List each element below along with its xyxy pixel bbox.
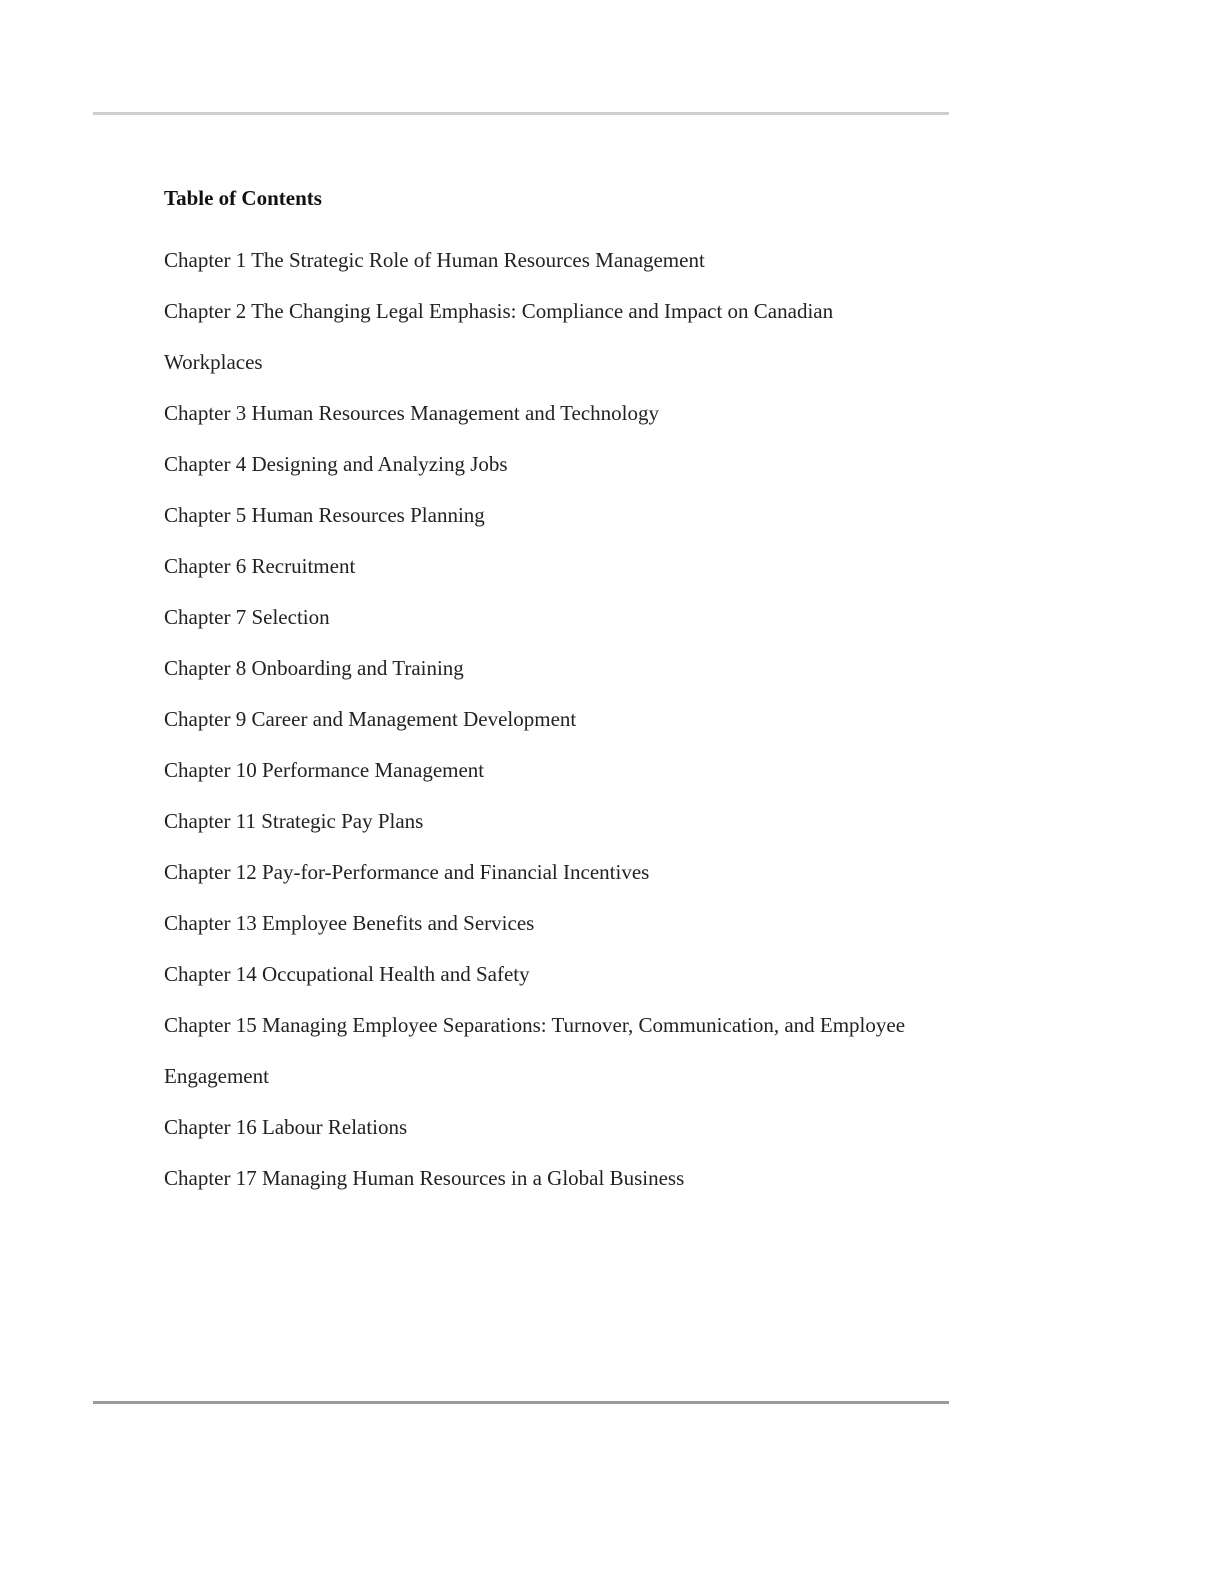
chapter-entry: Chapter 2 The Changing Legal Emphasis: Compliance and Impact on Canadian Workplaces xyxy=(164,299,834,374)
chapter-entry: Chapter 6 Recruitment xyxy=(164,554,356,578)
page-title: Table of Contents xyxy=(164,186,322,210)
chapter-entry: Chapter 10 Performance Management xyxy=(164,758,485,782)
chapter-entry: Chapter 12 Pay-for-Performance and Financial Incentives xyxy=(164,860,650,884)
chapter-entry: Chapter 7 Selection xyxy=(164,605,330,629)
chapter-list xyxy=(164,235,924,1204)
chapter-entry: Chapter 8 Onboarding and Training xyxy=(164,656,464,680)
chapter-entry: Chapter 1 The Strategic Role of Human Resources Management xyxy=(164,248,705,272)
chapter-entry: Chapter 13 Employee Benefits and Services xyxy=(164,911,535,935)
chapter-entry: Chapter 4 Designing and Analyzing Jobs xyxy=(164,452,508,476)
top-divider xyxy=(93,112,949,115)
chapter-entry: Chapter 5 Human Resources Planning xyxy=(164,503,485,527)
table-of-contents xyxy=(164,183,924,1216)
chapter-entry: Chapter 11 Strategic Pay Plans xyxy=(164,809,424,833)
chapter-entry: Chapter 15 Managing Employee Separations: Turnover, Communication, and Employee Engagement xyxy=(164,1013,906,1088)
chapter-entry: Chapter 3 Human Resources Management and Technology xyxy=(164,401,660,425)
bottom-divider xyxy=(93,1401,949,1404)
chapter-entry: Chapter 9 Career and Management Development xyxy=(164,707,577,731)
chapter-entry: Chapter 17 Managing Human Resources in a Global Business xyxy=(164,1166,685,1190)
chapter-entry: Chapter 14 Occupational Health and Safety xyxy=(164,962,530,986)
chapter-entry: Chapter 16 Labour Relations xyxy=(164,1115,408,1139)
